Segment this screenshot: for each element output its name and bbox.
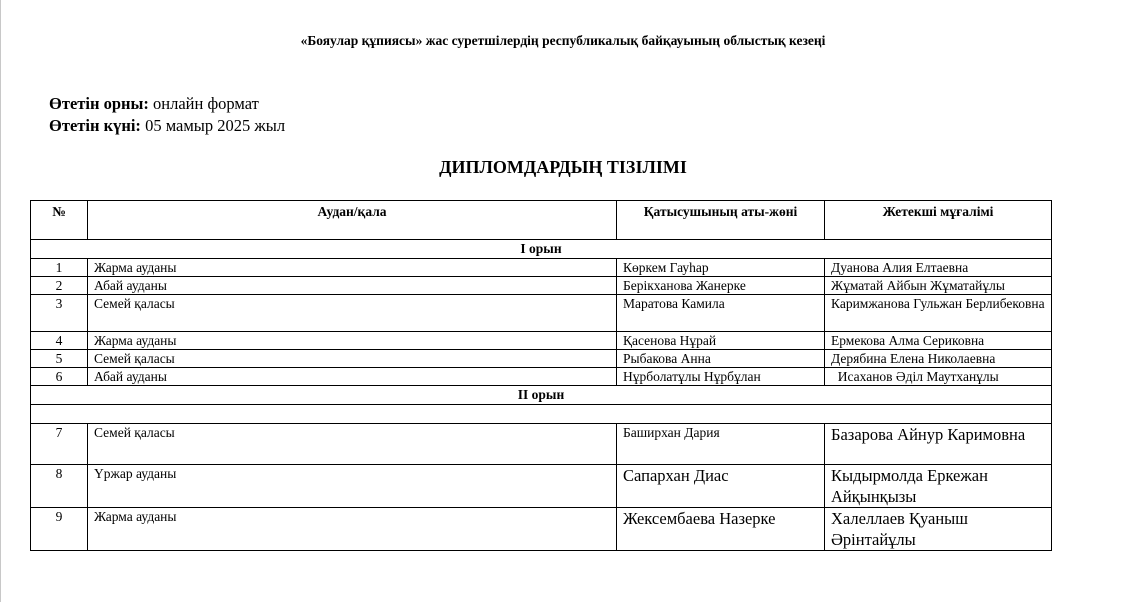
document-title: «Бояулар құпиясы» жас суретшілердің республикалық байқауының облыстық кезеңі (300, 33, 826, 48)
row-participant: Маратова Камила (617, 295, 825, 332)
table-header-row (31, 201, 1052, 240)
table-row (31, 350, 1052, 368)
row-district: Жарма ауданы (88, 332, 617, 350)
row-num: 6 (31, 368, 88, 386)
first-place-label: I орын (31, 240, 1052, 259)
table-row (31, 277, 1052, 295)
header-participant: Қатысушының аты-жөні (617, 201, 825, 240)
row-teacher: Дерябина Елена Николаевна (825, 350, 1052, 368)
table-row (31, 508, 1052, 551)
row-num: 9 (31, 508, 88, 551)
row-participant: Жексембаева Назерке (617, 508, 825, 551)
row-teacher: Жұматай Айбын Жұматайұлы (825, 277, 1052, 295)
row-district: Семей қаласы (88, 424, 617, 465)
header-teacher: Жетекші мұғалімі (825, 201, 1052, 240)
row-teacher: Исаханов Әділ Маутханұлы (825, 368, 1052, 386)
header-num: № (31, 201, 88, 240)
row-num: 1 (31, 259, 88, 277)
row-district: Жарма ауданы (88, 259, 617, 277)
row-district: Абай ауданы (88, 368, 617, 386)
row-district: Жарма ауданы (88, 508, 617, 551)
date-line (49, 116, 285, 136)
row-district: Семей қаласы (88, 350, 617, 368)
row-teacher: Каримжанова Гульжан Берлибековна (825, 295, 1052, 332)
row-district: Үржар ауданы (88, 465, 617, 508)
row-teacher: Базарова Айнур Каримовна (825, 424, 1052, 465)
date-value: 05 мамыр 2025 жыл (140, 116, 286, 135)
table-row (31, 368, 1052, 386)
row-participant: Нұрболатұлы Нұрбұлан (617, 368, 825, 386)
venue-line (49, 94, 259, 114)
row-participant: Берікханова Жанерке (617, 277, 825, 295)
row-num: 4 (31, 332, 88, 350)
row-teacher: Ермекова Алма Сериковна (825, 332, 1052, 350)
row-num: 7 (31, 424, 88, 465)
row-num: 3 (31, 295, 88, 332)
header-district: Аудан/қала (88, 201, 617, 240)
row-num: 5 (31, 350, 88, 368)
first-place-row (31, 240, 1052, 259)
row-district: Семей қаласы (88, 295, 617, 332)
row-num: 2 (31, 277, 88, 295)
date-label: Өтетін күні: (49, 116, 141, 135)
row-participant: Рыбакова Анна (617, 350, 825, 368)
row-district: Абай ауданы (88, 277, 617, 295)
row-num: 8 (31, 465, 88, 508)
row-participant: Сапархан Диас (617, 465, 825, 508)
row-participant: Көркем Гауһар (617, 259, 825, 277)
row-participant: Баширхан Дария (617, 424, 825, 465)
row-teacher: Халеллаев Қуаныш Әрінтайұлы (825, 508, 1052, 551)
row-teacher: Дуанова Алия Елтаевна (825, 259, 1052, 277)
diploma-table (30, 200, 1052, 551)
table-row (31, 259, 1052, 277)
venue-value: онлайн формат (148, 94, 259, 113)
row-teacher: Кыдырмолда Еркежан Айқынқызы (825, 465, 1052, 508)
blank-cell (31, 405, 1052, 424)
second-place-row (31, 386, 1052, 405)
table-row (31, 465, 1052, 508)
venue-label: Өтетін орны: (49, 94, 149, 113)
blank-row (31, 405, 1052, 424)
table-row (31, 332, 1052, 350)
table-row (31, 424, 1052, 465)
second-place-label: II орын (31, 386, 1052, 405)
row-participant: Қасенова Нұрай (617, 332, 825, 350)
table-row (31, 295, 1052, 332)
list-title: ДИПЛОМДАРДЫҢ ТІЗІЛІМІ (439, 157, 687, 177)
